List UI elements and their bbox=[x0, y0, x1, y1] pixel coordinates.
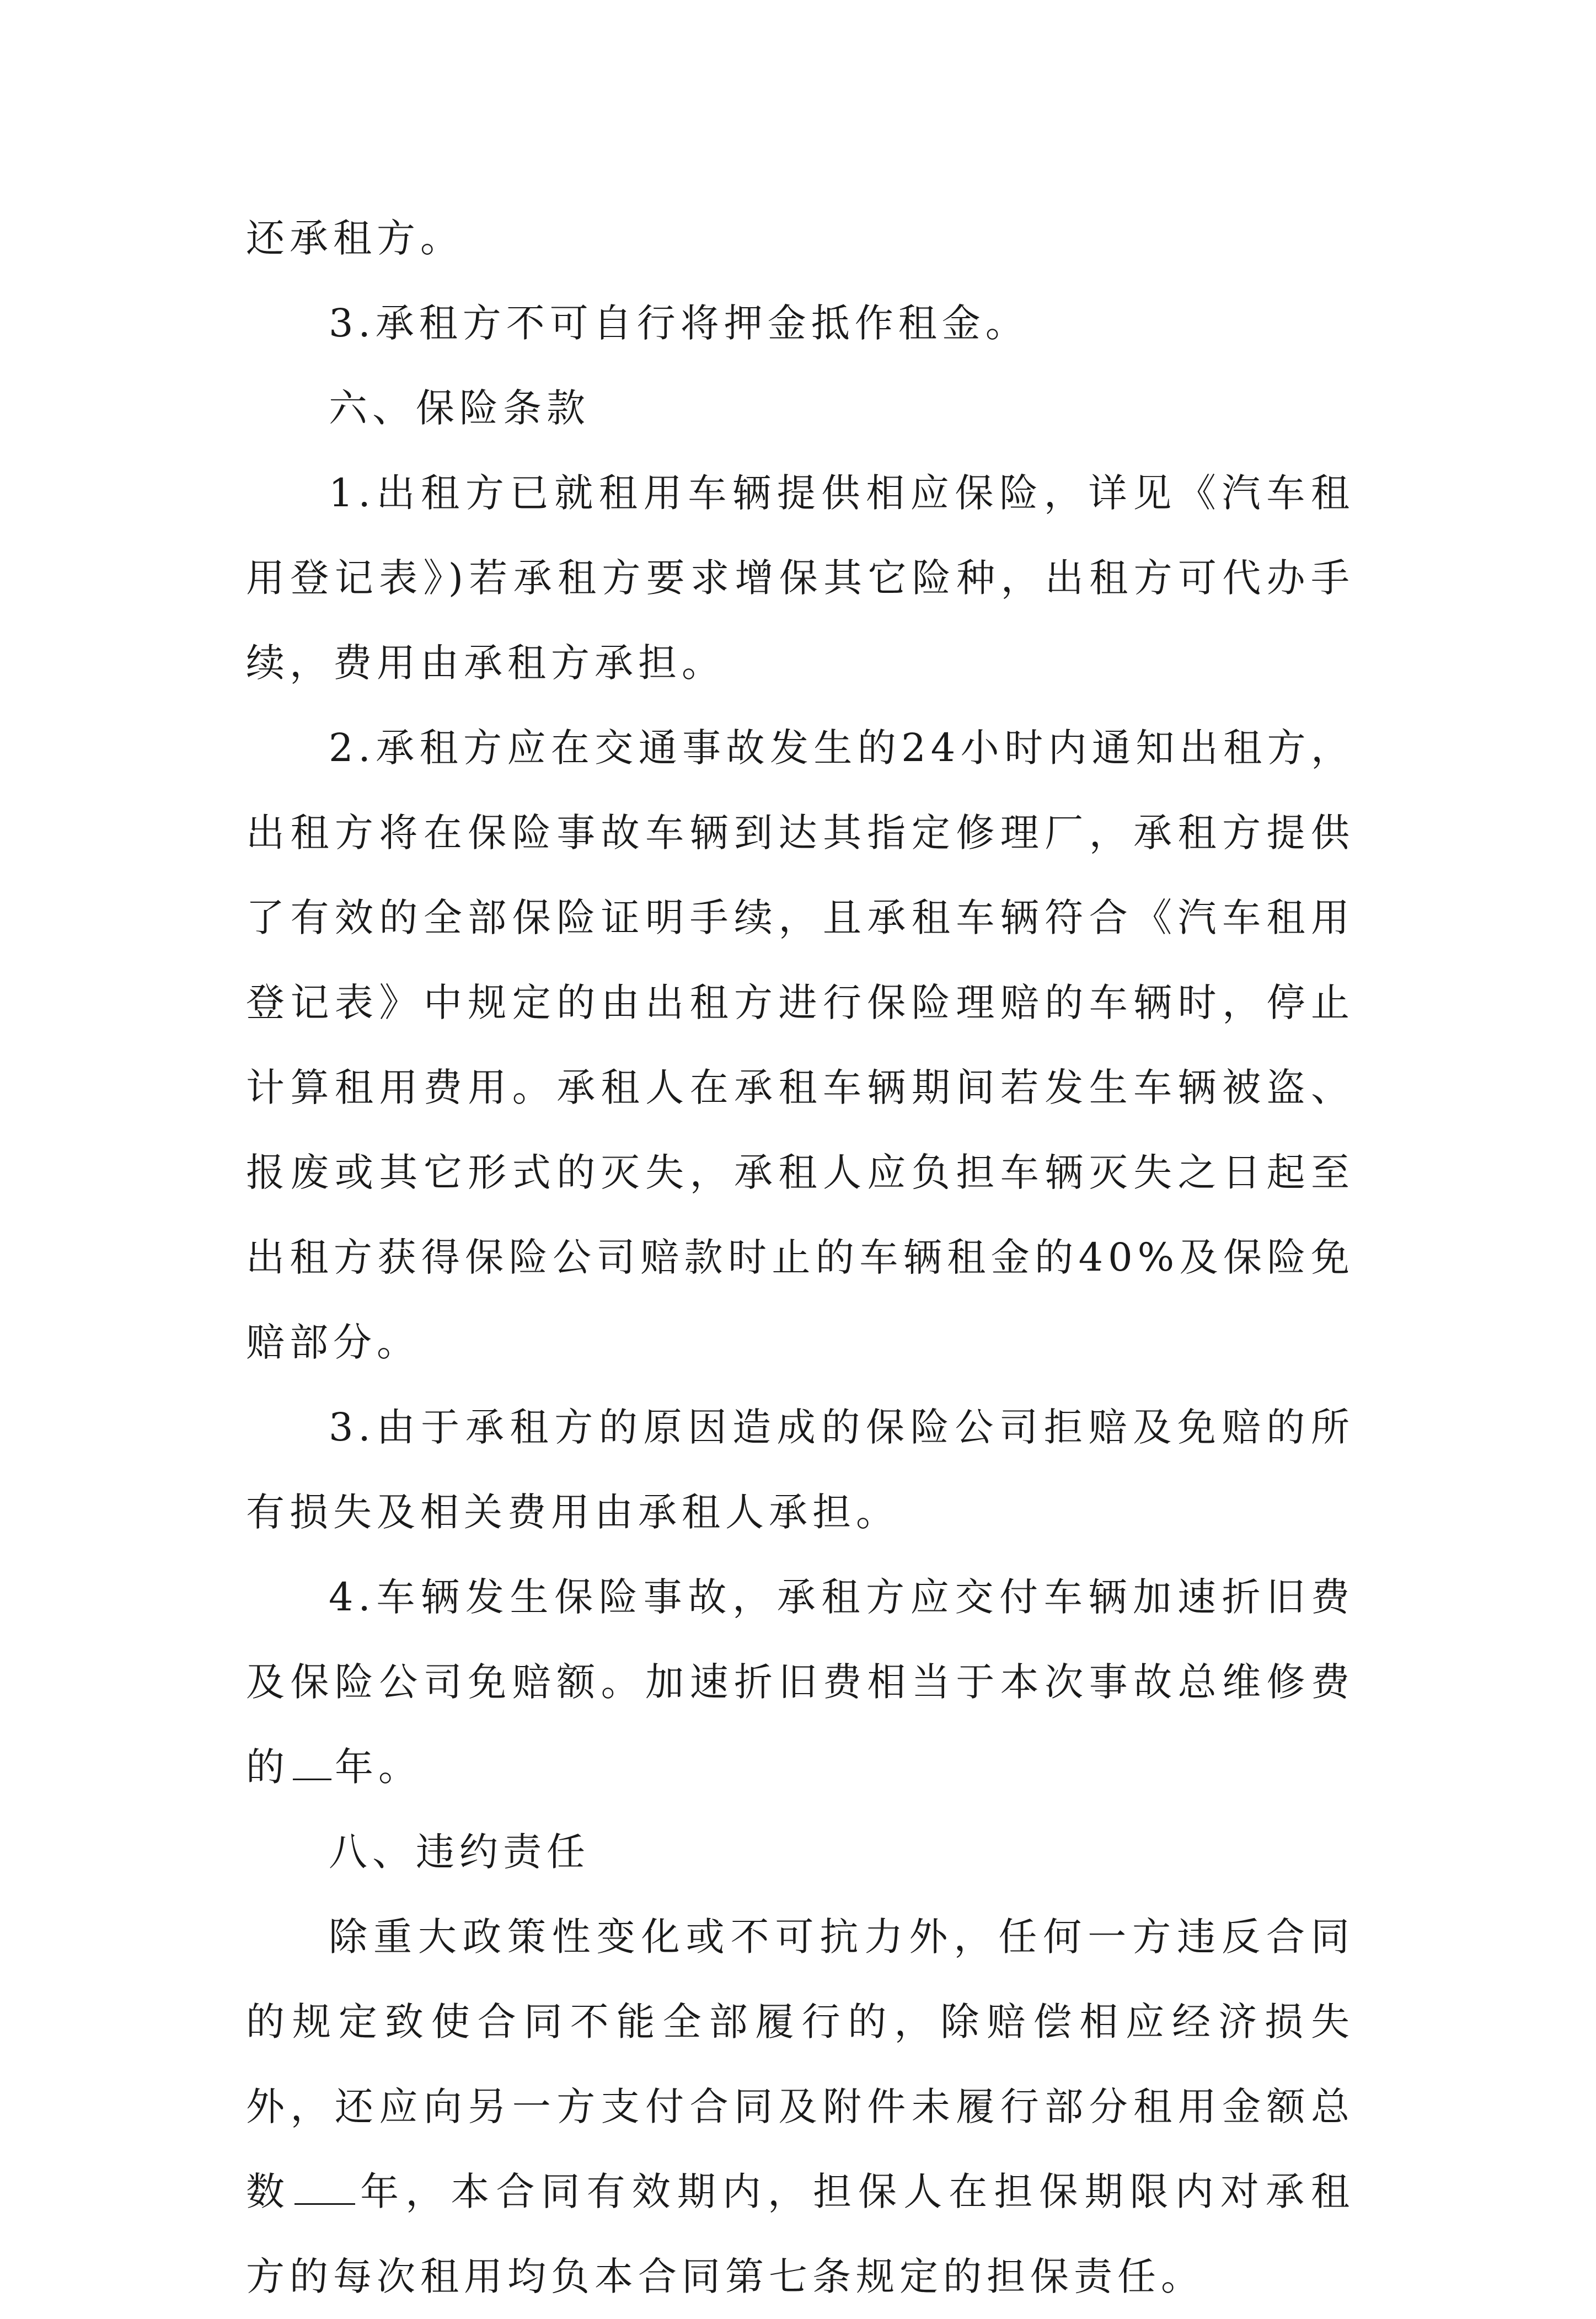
fill-in-blank bbox=[293, 1744, 331, 1780]
section-heading-liability: 八、违约责任 bbox=[329, 1829, 590, 1875]
clause-6-4-text: 4.车辆发生保险事故，承租方应交付车辆加速折旧费及保险公司免赔额。加速折旧费相当于本次事故总维修费的 bbox=[246, 1574, 1354, 1790]
liability-clause-text: 除重大政策性变化或不可抗力外，任何一方违反合同的规定致使合同不能全部履行的，除赔偿相应经济损失外，还应向另一方支付合同及附件未履行部分租用金额总数 bbox=[246, 1914, 1354, 2214]
liability-clause-suffix: 年，本合同有效期内，担保人在担保期限内对承租方的每次租用均负本合同第七条规定的担保责任。 bbox=[246, 2169, 1355, 2299]
clause-6-4-suffix: 年。 bbox=[335, 1744, 422, 1790]
fill-in-blank bbox=[294, 2168, 355, 2205]
document-body bbox=[246, 196, 1354, 2319]
clause-6-4 bbox=[246, 1555, 1354, 1809]
clause-6-1: 1.出租方已就租用车辆提供相应保险，详见《汽车租用登记表》)若承租方要求增保其它险种，出租方可代办手续，费用由承租方承担。 bbox=[246, 470, 1354, 685]
section-heading-insurance: 六、保险条款 bbox=[329, 385, 590, 431]
clause-5-3: 3.承租方不可自行将押金抵作租金。 bbox=[329, 301, 1029, 346]
paragraph-continuation: 还承租方。 bbox=[246, 216, 464, 261]
liability-clause bbox=[246, 1894, 1354, 2319]
clause-6-2: 2.承租方应在交通事故发生的24小时内通知出租方，出租方将在保险事故车辆到达其指定修理厂，承租方提供了有效的全部保险证明手续，且承租车辆符合《汽车租用登记表》中规定的由出租方进行保险理赔的车辆时，停止计算租用费用。承租人在承租车辆期间若发生车辆被盗、报废或其它形式的灭失，承租人应负担车辆灭失之日起至出租方获得保险公司赔款时止的车辆租金的40%及保险免赔部分。 bbox=[246, 725, 1354, 1365]
clause-6-3: 3.由于承租方的原因造成的保险公司拒赔及免赔的所有损失及相关费用由承租人承担。 bbox=[246, 1405, 1354, 1535]
